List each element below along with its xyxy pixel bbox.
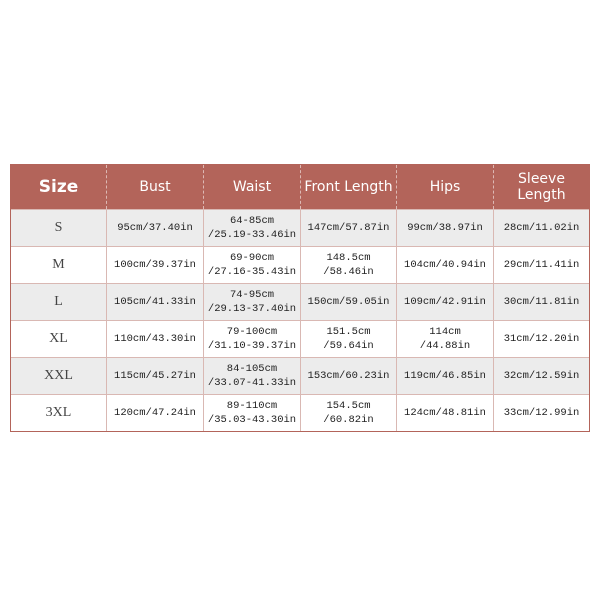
header-sleeve-line2: Length	[517, 187, 566, 203]
header-front-length: Front Length	[301, 165, 397, 209]
waist-in: /29.13-37.40in	[207, 303, 297, 315]
sleeve-cell: 30cm/11.81in	[494, 283, 589, 320]
front-length-line1: 151.5cm	[326, 326, 371, 338]
waist-cell	[204, 357, 301, 394]
table-row-3xl	[11, 394, 589, 431]
sleeve-cell: 33cm/12.99in	[494, 394, 589, 431]
waist-cm: 79-100cm	[226, 326, 278, 338]
front-length-line1: 147cm/57.87in	[307, 222, 390, 234]
header-bust: Bust	[107, 165, 204, 209]
sleeve-cell: 28cm/11.02in	[494, 209, 589, 246]
header-sleeve-length	[494, 165, 589, 209]
size-cell: S	[11, 209, 107, 246]
hips-line1: 109cm/42.91in	[404, 296, 486, 308]
bust-cell: 95cm/37.40in	[107, 209, 204, 246]
header-waist: Waist	[204, 165, 301, 209]
size-cell: 3XL	[11, 394, 107, 431]
bust-cell: 110cm/43.30in	[107, 320, 204, 357]
table-row-s	[11, 209, 589, 246]
hips-cell	[397, 320, 494, 357]
bust-cell: 115cm/45.27in	[107, 357, 204, 394]
waist-cm: 64-85cm	[229, 215, 275, 227]
hips-cell	[397, 357, 494, 394]
waist-in: /27.16-35.43in	[207, 266, 297, 278]
front-length-line2: /59.64in	[323, 340, 374, 352]
table-row-m	[11, 246, 589, 283]
bust-cell: 120cm/47.24in	[107, 394, 204, 431]
sleeve-cell: 29cm/11.41in	[494, 246, 589, 283]
front-length-line1: 148.5cm	[326, 252, 371, 264]
hips-cell	[397, 209, 494, 246]
size-cell: L	[11, 283, 107, 320]
hips-line2: /44.88in	[419, 340, 471, 352]
size-chart	[10, 164, 590, 432]
hips-cell	[397, 283, 494, 320]
waist-cm: 69-90cm	[229, 252, 275, 264]
hips-cell	[397, 246, 494, 283]
sleeve-cell: 31cm/12.20in	[494, 320, 589, 357]
waist-cm: 84-105cm	[226, 363, 278, 375]
front-length-cell	[301, 246, 397, 283]
front-length-line2: /60.82in	[323, 414, 374, 426]
hips-line1: 119cm/46.85in	[404, 370, 486, 382]
table-row-l	[11, 283, 589, 320]
table-row-xxl	[11, 357, 589, 394]
header-hips: Hips	[397, 165, 494, 209]
waist-cell	[204, 283, 301, 320]
front-length-cell	[301, 357, 397, 394]
waist-in: /35.03-43.30in	[207, 414, 297, 426]
size-cell: XL	[11, 320, 107, 357]
hips-line1: 104cm/40.94in	[404, 259, 486, 271]
hips-line1: 99cm/38.97in	[407, 222, 483, 234]
front-length-line1: 150cm/59.05in	[307, 296, 390, 308]
waist-cell	[204, 209, 301, 246]
hips-cell	[397, 394, 494, 431]
hips-line1: 114cm	[429, 326, 461, 338]
front-length-cell	[301, 320, 397, 357]
table-row-xl	[11, 320, 589, 357]
waist-cell	[204, 394, 301, 431]
bust-cell: 105cm/41.33in	[107, 283, 204, 320]
waist-in: /31.10-39.37in	[207, 340, 297, 352]
front-length-cell	[301, 283, 397, 320]
waist-cell	[204, 246, 301, 283]
waist-cm: 74-95cm	[229, 289, 275, 301]
front-length-cell	[301, 394, 397, 431]
waist-in: /33.07-41.33in	[207, 377, 297, 389]
waist-cell	[204, 320, 301, 357]
header-sleeve-line1: Sleeve	[518, 171, 565, 187]
hips-line1: 124cm/48.81in	[404, 407, 486, 419]
waist-cm: 89-110cm	[226, 400, 278, 412]
size-chart-table	[11, 165, 589, 431]
front-length-line2: /58.46in	[323, 266, 374, 278]
size-cell: M	[11, 246, 107, 283]
waist-in: /25.19-33.46in	[207, 229, 297, 241]
front-length-line1: 153cm/60.23in	[307, 370, 390, 382]
header-size: Size	[11, 165, 107, 209]
front-length-line1: 154.5cm	[326, 400, 371, 412]
header-row	[11, 165, 589, 209]
sleeve-cell: 32cm/12.59in	[494, 357, 589, 394]
front-length-cell	[301, 209, 397, 246]
size-cell: XXL	[11, 357, 107, 394]
bust-cell: 100cm/39.37in	[107, 246, 204, 283]
